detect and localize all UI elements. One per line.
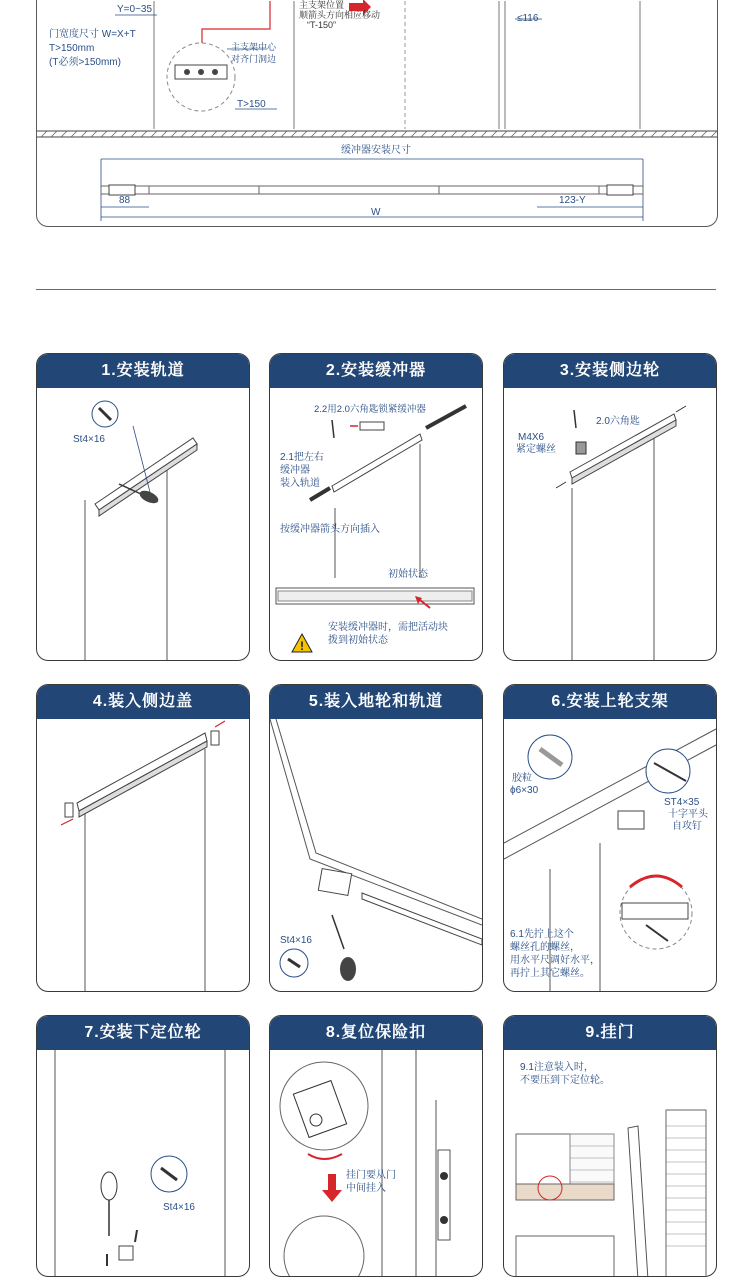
step-card-3 — [503, 353, 717, 661]
initial-state-label: 初始状态 — [388, 569, 428, 580]
warning-text-1: 安装缓冲器时，需把活动块 — [328, 622, 448, 633]
step6-screw-label-2: 十字平头 — [668, 809, 708, 820]
step3-illustration — [504, 388, 716, 660]
step9-tip-1: 9.1注意装入时， — [520, 1062, 594, 1073]
main-bracket-label: 主支架位置 — [299, 0, 345, 10]
hex-key-label: 2.0六角匙 — [596, 416, 640, 427]
step-title: 6.安装上轮支架 — [504, 685, 716, 719]
hang-door-label-1: 挂门要从门 — [346, 1170, 396, 1181]
step-card-7 — [36, 1015, 250, 1277]
step6-tip-2: 螺丝孔的螺丝， — [510, 942, 580, 953]
step-title: 7.安装下定位轮 — [37, 1016, 249, 1050]
section-divider — [36, 289, 716, 290]
step-title: 1.安装轨道 — [37, 354, 249, 388]
step-title: 3.安装侧边轮 — [504, 354, 716, 388]
t-required-label: (T必须>150mm) — [49, 57, 121, 68]
step8-illustration — [270, 1050, 482, 1277]
dim-123-y-label: 123-Y — [559, 195, 586, 206]
put-in-label-2: 缓冲器 — [280, 465, 310, 476]
dimension-drawing — [37, 0, 717, 226]
t-min-label: T>150mm — [49, 43, 95, 54]
step7-illustration — [37, 1050, 249, 1277]
step6-screw-label-1: ST4×35 — [664, 797, 700, 808]
step1-screw-label: St4×16 — [73, 434, 105, 445]
hex-lock-label: 2.2用2.0六角匙锁紧缓冲器 — [314, 404, 426, 415]
step6-tip-4: 再拧上其它螺丝。 — [510, 968, 590, 979]
step-title: 5.装入地轮和轨道 — [270, 685, 482, 719]
put-in-label: 2.1把左右 — [280, 452, 324, 463]
step6-tip-1: 6.1先拧上这个 — [510, 929, 574, 940]
t150-label: T>150 — [237, 99, 266, 110]
bracket-center-label: 主支架中心 — [231, 42, 277, 52]
dim-88-label: 88 — [119, 195, 131, 206]
step6-screw-label-3: 自攻钉 — [672, 821, 702, 832]
step-card-8 — [269, 1015, 483, 1277]
step-title: 9.挂门 — [504, 1016, 716, 1050]
buffer-install-size-label: 缓冲器安装尺寸 — [341, 145, 411, 156]
insert-direction-label: 按缓冲器箭头方向插入 — [280, 524, 380, 535]
step-card-6 — [503, 684, 717, 992]
door-width-label: 门宽度尺寸 W=X+T — [49, 29, 136, 40]
svg-text:!: ! — [300, 639, 304, 653]
step6-tip-3: 用水平尺调好水平， — [510, 955, 600, 966]
align-door-edge-label: 对齐门洞边 — [231, 54, 277, 64]
le116-label: ≤116 — [517, 13, 539, 24]
step9-tip-2: 不要压到下定位轮。 — [520, 1075, 610, 1086]
step4-illustration — [37, 719, 249, 991]
y-range-label: Y=0~35 — [117, 4, 153, 15]
step5-illustration — [270, 719, 482, 991]
step-card-2 — [269, 353, 483, 661]
step-card-1 — [36, 353, 250, 661]
dowel-label-2: ϕ6×30 — [510, 785, 539, 796]
step7-screw-label: St4×16 — [163, 1202, 195, 1213]
step1-illustration — [37, 388, 249, 660]
set-screw-label-2: 紧定螺丝 — [516, 444, 556, 455]
set-screw-label-1: M4X6 — [518, 432, 545, 443]
put-in-label-3: 装入轨道 — [280, 478, 320, 489]
move-arrow-label: 顺箭头方向相应移动 — [299, 10, 381, 20]
dim-w-label: W — [371, 207, 381, 218]
step5-screw-label: St4×16 — [280, 935, 312, 946]
step-title: 2.安装缓冲器 — [270, 354, 482, 388]
step-title: 8.复位保险扣 — [270, 1016, 482, 1050]
step-card-5 — [269, 684, 483, 992]
dowel-label-1: 胶粒 — [512, 773, 532, 784]
t-minus-150-label: “T-150” — [307, 20, 337, 30]
hang-door-label-2: 中间挂入 — [346, 1183, 386, 1194]
install-dimension-diagram — [36, 0, 718, 227]
warning-text-2: 拨到初始状态 — [328, 635, 388, 646]
step-card-9 — [503, 1015, 717, 1277]
step-title: 4.装入侧边盖 — [37, 685, 249, 719]
step-card-4 — [36, 684, 250, 992]
